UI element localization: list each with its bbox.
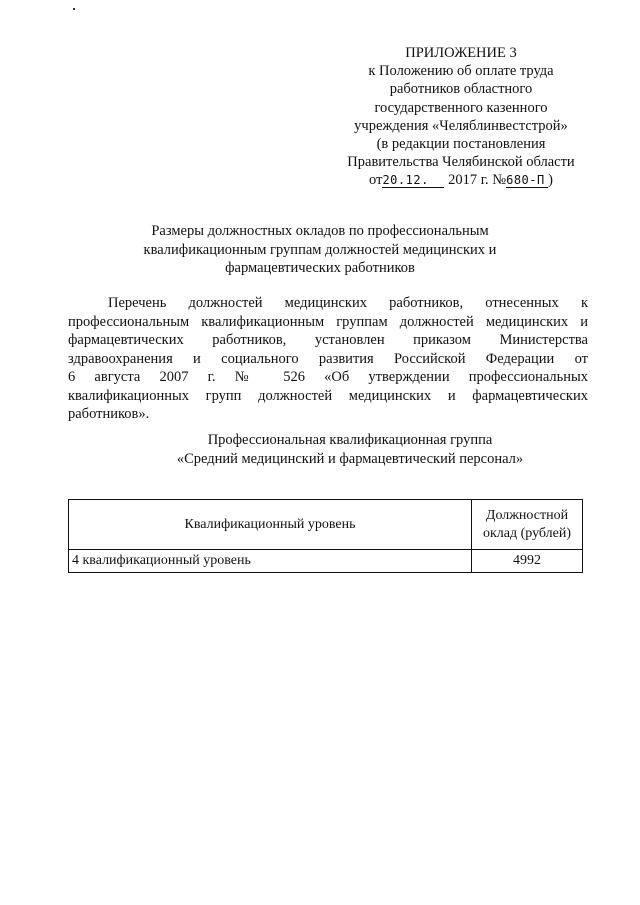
handwritten-number: 680-П [506,173,545,188]
paragraph-line: квалификационных групп должностей медицинских и фармацевтических [68,387,588,404]
paragraph-line: здравоохранения и социального развития Российской Федерации от [68,350,588,367]
cell-level: 4 квалификационный уровень [69,550,472,573]
paragraph-line: профессиональным квалификационным группам должностей медицинских и [68,313,588,330]
title-line: квалификационным группам должностей медицинских и [143,241,497,258]
appendix-title: ПРИЛОЖЕНИЕ 3 [405,45,517,61]
appendix-line: учреждения «Челяблинвестстрой» [354,117,568,134]
year-text: 2017 г. № [448,172,507,189]
header-salary-line-2: оклад (рублей) [482,525,572,541]
appendix-line: Правительства Челябинской области [347,154,575,171]
paragraph-line: Перечень должностей медицинских работников, отнесенных к [108,295,588,311]
paragraph-line: фармацевтических работников, установлен приказом Министерства [68,332,588,348]
qualification-group-title [60,431,640,469]
appendix-line: работников областного [389,81,533,98]
cell-salary: 4992 [472,550,583,573]
header-qualification-level: Квалификационный уровень [69,500,472,550]
document-title [60,222,580,278]
body-paragraph [68,294,588,424]
appendix-line: к Положению об оплате труда [368,63,554,80]
handwritten-date: 20.12. [382,173,429,188]
appendix-line: (в редакции постановления [376,136,546,153]
appendix-date-line [330,171,592,189]
title-line: фармацевтических работников [225,260,415,276]
number-field [506,173,548,188]
appendix-line: государственного казенного [374,99,548,116]
appendix-header [330,44,592,190]
title-line: Размеры должностных окладов по профессиональным [151,223,489,239]
date-prefix: от [369,172,383,189]
paragraph-line: работников». [68,406,150,422]
salary-table [68,499,583,573]
header-salary [472,500,583,550]
table-header-row [69,500,583,550]
group-line-2: «Средний медицинский и фармацевтический персонал» [176,451,524,467]
date-field [382,173,444,188]
table-row [69,550,583,573]
closing-paren: ) [548,172,553,189]
paragraph-line: 6 августа 2007 г. № 526 «Об утверждении профессиональных [68,369,588,385]
group-line-1: Профессиональная квалификационная группа [207,432,493,448]
scan-speck [73,8,75,10]
header-salary-line-1: Должностной [485,507,569,523]
